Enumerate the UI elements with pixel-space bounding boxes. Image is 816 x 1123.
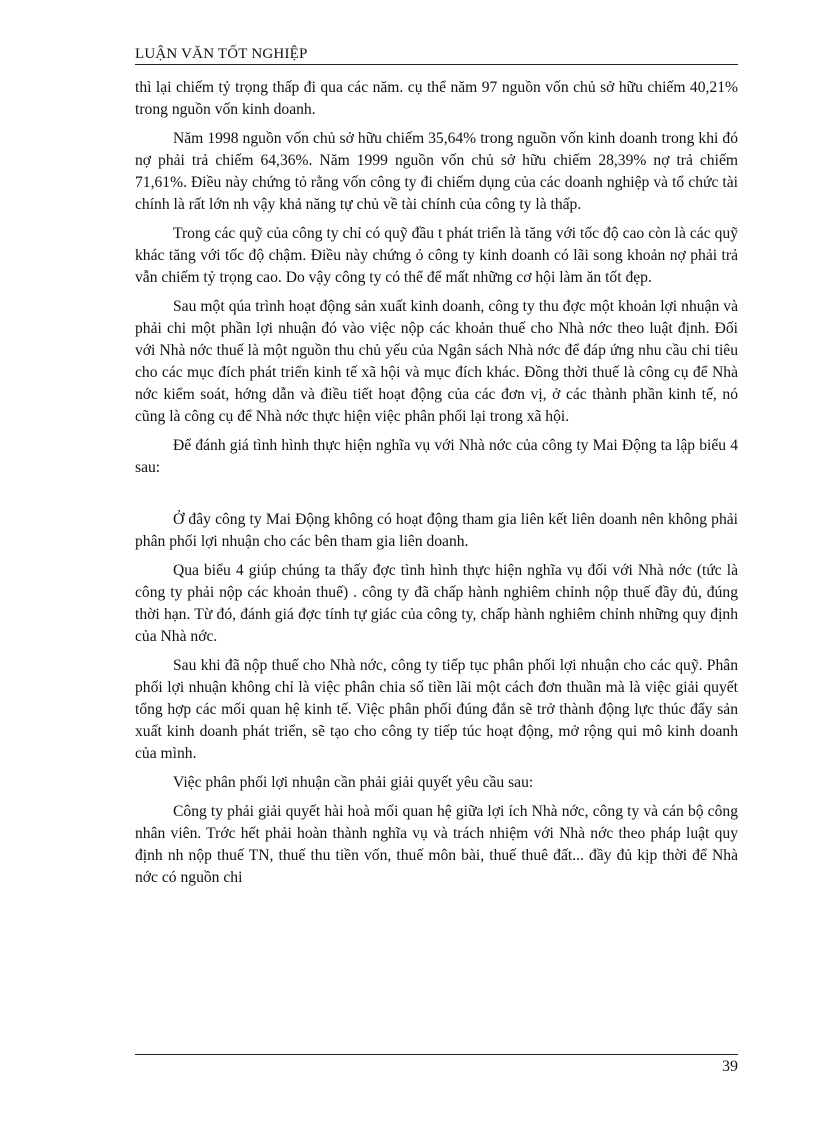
paragraph: Sau khi đã nộp thuế cho Nhà nớc, công ty tiếp tục phân phối lợi nhuận cho các quỹ. Phân phối lợi nhuận không chỉ là việc phân chia số tiền lãi một cách đơn thuần mà là việc giải quyết tổng hợp các mối quan hệ kinh tế. Việc phân phối đúng đắn sẽ trở thành động lực thúc đẩy sản xuất kinh doanh phát triển, sẽ tạo cho công ty tiếp túc hoạt động, mở rộng qui mô kinh doanh của mình. <box>135 657 738 762</box>
paragraph: Năm 1998 nguồn vốn chủ sở hữu chiếm 35,64% trong nguồn vốn kinh doanh trong khi đó nợ phải trả chiếm 64,36%. Năm 1999 nguồn vốn chủ sở hữu chiếm 28,39% nợ trả chiếm 71,61%. Điều này chứng tỏ rằng vốn công ty đi chiếm dụng của các doanh nghiệp và tổ chức tài chính là rất lớn nh vậy khả năng tự chủ về tài chính của công ty là thấp. <box>135 130 738 213</box>
paragraph: Việc phân phối lợi nhuận cần phải giải quyết yêu cầu sau: <box>173 774 534 791</box>
paragraph: Trong các quỹ của công ty chỉ có quỹ đầu t phát triển là tăng với tốc độ cao còn là các quỹ khác tăng với tốc độ chậm. Điều này chứng ỏ công ty kinh doanh có lãi song khoản nợ phải trả vẫn chiếm tỷ trọng cao. Do vậy công ty có thể để mất những cơ hội làm ăn tốt đẹp. <box>135 225 738 286</box>
paragraph: Qua biểu 4 giúp chúng ta thấy đợc tình hình thực hiện nghĩa vụ đối với Nhà nớc (tức là công ty phải nộp các khoản thuế) . công ty đã chấp hành nghiêm chỉnh nộp thuế đầy đủ, đúng thời hạn. Từ đó, đánh giá đợc tính tự giác của công ty, chấp hành nghiêm chỉnh những quy định của Nhà nớc. <box>135 562 738 645</box>
page-header-title: LUẬN VĂN TỐT NGHIỆP <box>135 44 738 65</box>
paragraph: Để đánh giá tình hình thực hiện nghĩa vụ với Nhà nớc của công ty Mai Động ta lập biểu 4 sau: <box>135 437 738 476</box>
paragraph: Công ty phải giải quyết hài hoà mối quan hệ giữa lợi ích Nhà nớc, công ty và cán bộ công nhân viên. Trớc hết phải hoàn thành nghĩa vụ và trách nhiệm với Nhà nớc theo pháp luật quy định nh nộp thuế TN, thuế thu tiền vốn, thuế môn bài, thuế thuê đất... đầy đủ kịp thời để Nhà nớc có nguồn chi <box>135 803 738 886</box>
paragraph: thì lại chiếm tỷ trọng thấp đi qua các năm. cụ thể năm 97 nguồn vốn chủ sở hữu chiếm 40,21% trong nguồn vốn kinh doanh. <box>135 79 738 118</box>
paragraph: Ở đây công ty Mai Động không có hoạt động tham gia liên kết liên doanh nên không phải phân phối lợi nhuận cho các bên tham gia liên doanh. <box>135 511 738 550</box>
footer-divider <box>135 1054 738 1055</box>
paragraph: Sau một qúa trình hoạt động sản xuất kinh doanh, công ty thu đợc một khoản lợi nhuận và phải chi một phần lợi nhuận đó vào việc nộp các khoản thuế cho Nhà nớc theo luật định. Đối với Nhà nớc thuế là một nguồn thu chủ yếu của Ngân sách Nhà nớc để đáp ứng nhu cầu chi tiêu cho các mục đích phát triển kinh tế xã hội và mục đích khác. Đồng thời thuế là công cụ để Nhà nớc kiểm soát, hớng dẫn và điều tiết hoạt động của các đơn vị, ở các thành phần kinh tế, nó cũng là công cụ để Nhà nớc thực hiện việc phân phối lại trong xã hội. <box>135 298 738 425</box>
body-text <box>135 77 738 896</box>
page-number: 39 <box>722 1058 738 1075</box>
